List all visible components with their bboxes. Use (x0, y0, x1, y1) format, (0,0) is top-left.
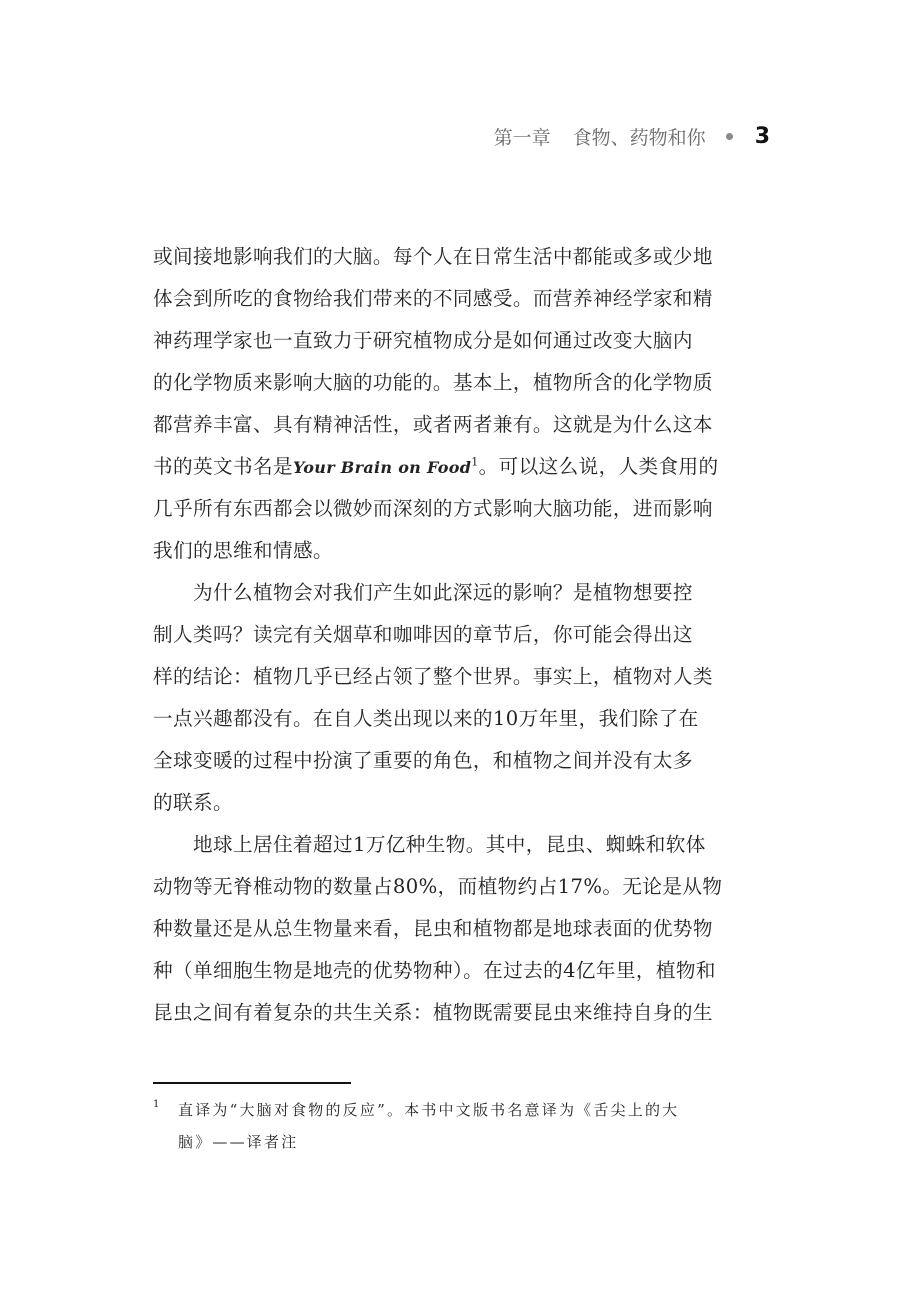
text-line: 体会到所吃的食物给我们带来的不同感受。而营养神经学家和精 (153, 287, 713, 310)
text-line (153, 446, 759, 488)
text-line: 制人类吗？读完有关烟草和咖啡因的章节后，你可能会得出这 (153, 623, 693, 646)
text-line: 动物等无脊椎动物的数量占80%，而植物约占17%。无论是从物 (153, 875, 723, 898)
text-line: 或间接地影响我们的大脑。每个人在日常生活中都能或多或少地 (153, 245, 713, 268)
text-line: 昆虫之间有着复杂的共生关系：植物既需要昆虫来维持自身的生 (153, 1001, 713, 1024)
footnote-line (153, 1094, 759, 1126)
text-line: 的联系。 (153, 791, 233, 814)
text-line: 一点兴趣都没有。在自人类出现以来的10万年里，我们除了在 (153, 707, 699, 730)
text-line: 种（单细胞生物是地壳的优势物种）。在过去的4亿年里，植物和 (153, 959, 716, 982)
text-line: 种数量还是从总生物量来看，昆虫和植物都是地球表面的优势物 (153, 917, 713, 940)
text-line: 我们的思维和情感。 (153, 539, 333, 562)
text-line: 的化学物质来影响大脑的功能的。基本上，植物所含的化学物质 (153, 371, 713, 394)
body-text (153, 236, 759, 1034)
footnote-reference[interactable]: 1 (471, 455, 479, 469)
chapter-label: 第一章 (493, 126, 551, 149)
footnote-text: 直译为“大脑对食物的反应”。本书中文版书名意译为《舌尖上的大 (178, 1101, 680, 1119)
book-title: Your Brain on Food (292, 458, 472, 477)
text-line: 为什么植物会对我们产生如此深远的影响？是植物想要控 (193, 581, 693, 604)
text-line: 都营养丰富、具有精神活性，或者两者兼有。这就是为什么这本 (153, 413, 713, 436)
chapter-title: 食物、药物和你 (572, 126, 706, 149)
text-line: 神药理学家也一直致力于研究植物成分是如何通过改变大脑内 (153, 329, 693, 352)
text-segment: 书的英文书名是 (153, 455, 293, 478)
footnote-line: 脑》——译者注 (178, 1133, 299, 1151)
separator-dot-icon (726, 133, 733, 140)
running-head (494, 118, 770, 154)
footnote-marker: 1 (153, 1099, 160, 1110)
text-line: 几乎所有东西都会以微妙而深刻的方式影响大脑功能，进而影响 (153, 497, 713, 520)
text-line: 地球上居住着超过1万亿种生物。其中，昆虫、蜘蛛和软体 (193, 833, 706, 856)
text-segment: 。可以这么说，人类食用的 (478, 455, 719, 478)
footnote-divider (153, 1082, 351, 1084)
page-number: 3 (754, 123, 770, 149)
text-line: 全球变暖的过程中扮演了重要的角色，和植物之间并没有太多 (153, 749, 693, 772)
footnote (153, 1094, 759, 1158)
text-line: 样的结论：植物几乎已经占领了整个世界。事实上，植物对人类 (153, 665, 713, 688)
